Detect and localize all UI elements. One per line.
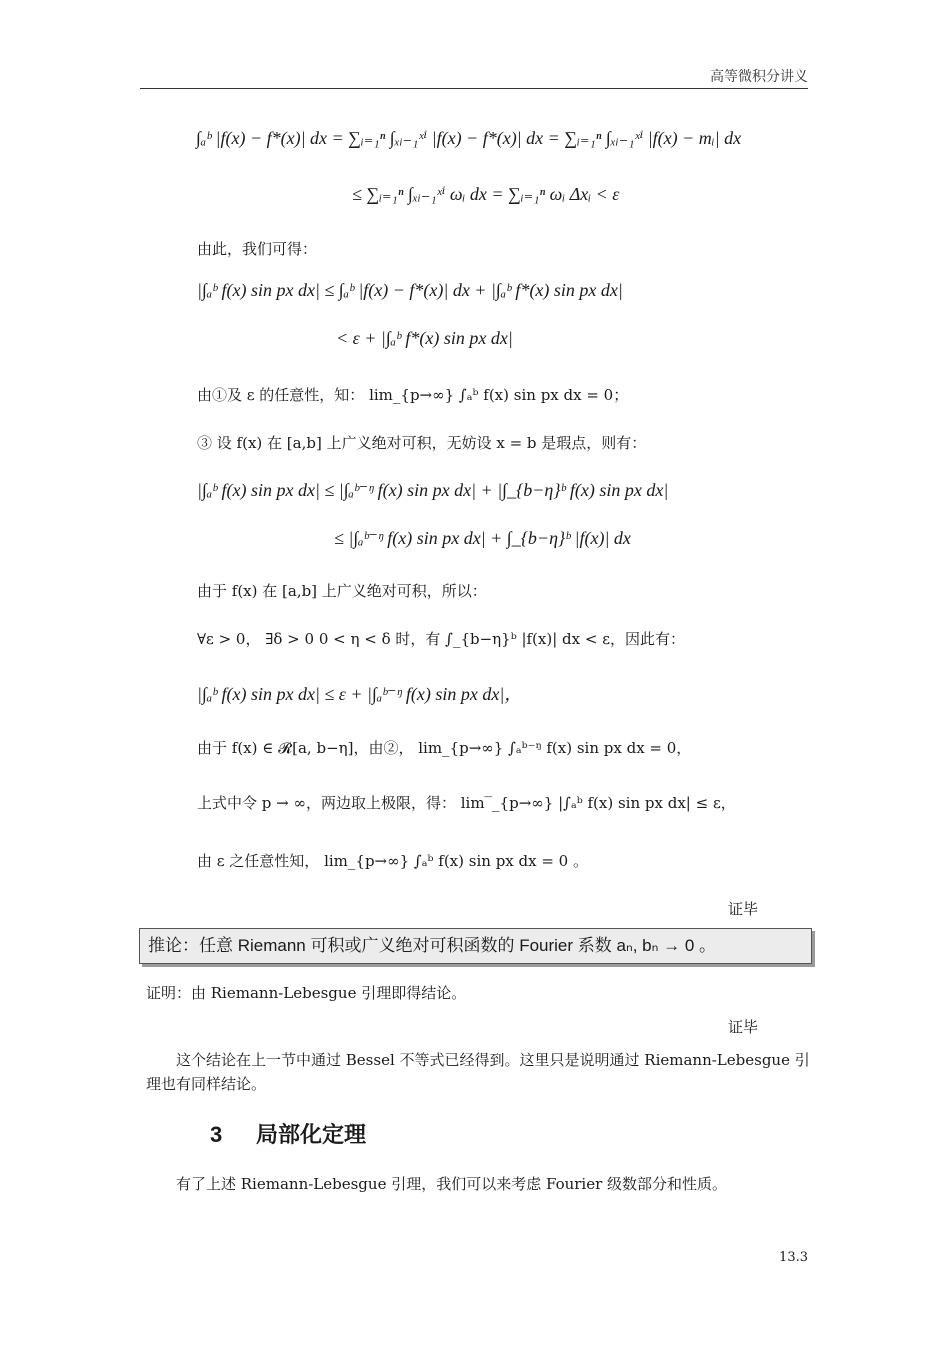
equation-4: < ε + |∫ₐᵇ f*(x) sin px dx| — [336, 328, 513, 348]
text-case-3: ③ 设 f(x) 在 [a,b] 上广义绝对可积，无妨设 x = b 是瑕点，则有： — [197, 434, 647, 452]
equation-3: |∫ₐᵇ f(x) sin px dx| ≤ ∫ₐᵇ |f(x) − f*(x)| dx + |∫ₐᵇ f*(x) sin px dx| — [197, 280, 623, 300]
text-since: 由于 f(x) 在 [a,b] 上广义绝对可积，所以： — [197, 582, 487, 600]
qed-mark: 证毕 — [728, 900, 759, 918]
section-number: 3 — [210, 1122, 223, 1147]
header-rule — [140, 88, 808, 89]
text-forall: ∀ε > 0， ∃δ > 0 0 < η < δ 时，有 ∫_{b−η}ᵇ |f(x)| dx < ε，因此有： — [197, 630, 685, 648]
text-derive: 由此，我们可得： — [197, 240, 318, 258]
text-limsup: 上式中令 p → ∞，两边取上极限，得： lim‾_{p→∞} |∫ₐᵇ f(x) sin px dx| ≤ ε， — [197, 794, 736, 812]
proof-text: 证明：由 Riemann-Lebesgue 引理即得结论。 — [146, 984, 467, 1002]
section-title: 局部化定理 — [256, 1122, 367, 1147]
section-heading — [210, 1118, 366, 1149]
corollary-box: 推论：任意 Riemann 可积或广义绝对可积函数的 Fourier 系数 aₙ, bₙ → 0 。 — [139, 928, 812, 964]
text-riemann: 由于 f(x) ∈ 𝓡[a, b−η]，由②， lim_{p→∞} ∫ₐᵇ⁻ᵑ f(x) sin px dx = 0， — [197, 739, 692, 757]
paragraph-bessel: 这个结论在上一节中通过 Bessel 不等式已经得到。这里只是说明通过 Riemann-Lebesgue 引理也有同样结论。 — [146, 1051, 810, 1093]
text-conclude: 由 ε 之任意性知， lim_{p→∞} ∫ₐᵇ f(x) sin px dx = 0 。 — [197, 852, 588, 870]
equation-5: |∫ₐᵇ f(x) sin px dx| ≤ |∫ₐᵇ⁻ᵑ f(x) sin px dx| + |∫_{b−η}ᵇ f(x) sin px dx| — [197, 480, 669, 500]
equation-6: ≤ |∫ₐᵇ⁻ᵑ f(x) sin px dx| + ∫_{b−η}ᵇ |f(x)| dx — [334, 528, 631, 548]
equation-1: ∫ₐᵇ |f(x) − f*(x)| dx = ∑ᵢ₌₁ⁿ ∫ₓᵢ₋₁ˣⁱ |f(x) − f*(x)| dx = ∑ᵢ₌₁ⁿ ∫ₓᵢ₋₁ˣⁱ |f(x) − mᵢ| dx — [196, 128, 742, 148]
equation-2: ≤ ∑ᵢ₌₁ⁿ ∫ₓᵢ₋₁ˣⁱ ωᵢ dx = ∑ᵢ₌₁ⁿ ωᵢ Δxᵢ < ε — [352, 184, 620, 204]
equation-7: |∫ₐᵇ f(x) sin px dx| ≤ ε + |∫ₐᵇ⁻ᵑ f(x) sin px dx|， — [197, 684, 523, 704]
text-arbitrary: 由①及 ε 的任意性，知： lim_{p→∞} ∫ₐᵇ f(x) sin px dx = 0； — [197, 386, 629, 404]
page-number: 13.3 — [779, 1250, 808, 1265]
qed-mark-2: 证毕 — [728, 1018, 759, 1036]
paragraph-localization: 有了上述 Riemann-Lebesgue 引理，我们可以来考虑 Fourier 级数部分和性质。 — [176, 1175, 728, 1193]
running-header: 高等微积分讲义 — [710, 69, 808, 85]
